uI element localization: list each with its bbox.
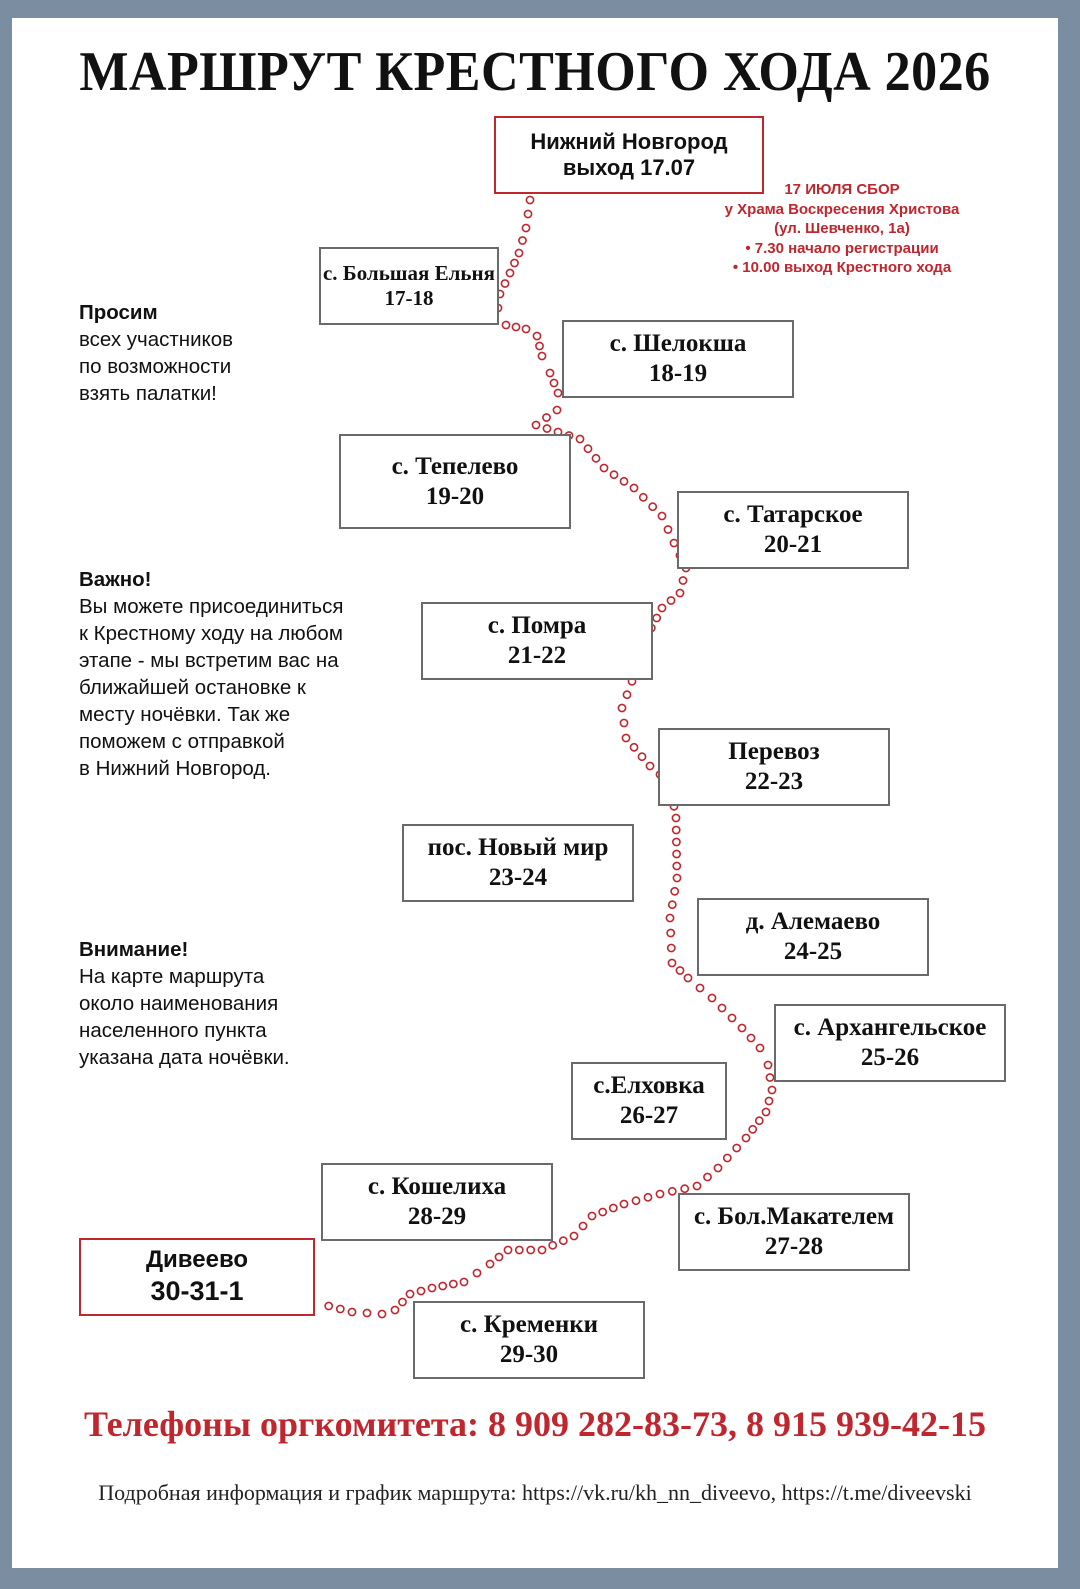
route-dot: [538, 352, 545, 359]
route-dot: [658, 512, 665, 519]
route-dot: [684, 974, 691, 981]
stop-bol-makatelem: [678, 1193, 910, 1271]
route-dot: [512, 323, 519, 330]
stop-dates: 27-28: [764, 1233, 824, 1260]
route-dot: [649, 503, 656, 510]
route-dot: [762, 1108, 769, 1115]
note-important: [79, 566, 343, 782]
route-dot: [511, 259, 518, 266]
route-dot: [450, 1280, 457, 1287]
route-dot: [681, 1185, 688, 1192]
stop-pomra: [421, 602, 653, 680]
route-dot: [620, 719, 627, 726]
route-dot: [630, 484, 637, 491]
route-dot: [406, 1290, 413, 1297]
route-dot: [610, 1204, 617, 1211]
note-heading: Внимание!: [79, 938, 189, 961]
route-dot: [620, 1200, 627, 1207]
route-dot: [543, 414, 550, 421]
note-line: в Нижний Новгород.: [79, 757, 272, 780]
stop-arkhangelskoe: [774, 1004, 1006, 1082]
route-dot: [653, 614, 660, 621]
route-dot: [579, 1222, 586, 1229]
note-line: населенного пункта: [79, 1019, 267, 1042]
route-dot: [704, 1173, 711, 1180]
route-dot: [399, 1298, 406, 1305]
route-dot: [610, 471, 617, 478]
route-dot: [667, 597, 674, 604]
start-info-line: (ул. Шевченко, 1а): [774, 220, 910, 237]
route-dot: [728, 1014, 735, 1021]
route-dot: [714, 1164, 721, 1171]
route-dot: [620, 478, 627, 485]
stop-alemaevo: [697, 898, 929, 976]
route-dot: [671, 888, 678, 895]
route-dot: [676, 589, 683, 596]
route-dot: [417, 1287, 424, 1294]
route-dot: [524, 210, 531, 217]
route-dot: [765, 1097, 772, 1104]
start-info-line: • 10.00 выход Крестного хода: [732, 259, 952, 276]
route-dot: [532, 421, 539, 428]
route-dot: [495, 1253, 502, 1260]
stop-dates: 22-23: [744, 768, 804, 795]
stop-perevoz: [658, 728, 890, 806]
note-line: взять палатки!: [79, 382, 217, 405]
route-dot: [486, 1260, 493, 1267]
route-dot: [553, 406, 560, 413]
note-line: ближайшей остановке к: [79, 676, 306, 699]
route-dot: [348, 1308, 355, 1315]
stop-dates: 30-31-1: [150, 1276, 244, 1307]
stop-elkhovka: [571, 1062, 727, 1140]
stop-name: д. Алемаево: [745, 908, 881, 935]
route-dot: [666, 914, 673, 921]
route-dot: [337, 1305, 344, 1312]
route-dot: [632, 1197, 639, 1204]
route-dot: [549, 1242, 556, 1249]
route-dot: [658, 604, 665, 611]
footer-links: Подробная информация и график маршрута: https://vk.ru/kh_nn_diveevo, https://t.me/diveevski: [98, 1480, 972, 1505]
route-dot: [669, 901, 676, 908]
route-dot: [696, 984, 703, 991]
route-dot: [515, 249, 522, 256]
route-dot: [550, 379, 557, 386]
route-dot: [391, 1306, 398, 1313]
route-dot: [742, 1134, 749, 1141]
route-dot: [664, 526, 671, 533]
route-dot: [693, 1182, 700, 1189]
stop-dates: 24-25: [783, 938, 843, 965]
page-title: МАРШРУТ КРЕСТНОГО ХОДА 2026: [79, 41, 991, 103]
route-dot: [502, 321, 509, 328]
route-dot: [546, 369, 553, 376]
route-dot: [673, 850, 680, 857]
route-dot: [676, 967, 683, 974]
route-dot: [672, 814, 679, 821]
route-dot: [766, 1074, 773, 1081]
route-dot: [378, 1310, 385, 1317]
stop-sheloksha: [562, 320, 794, 398]
stop-dates: 29-30: [499, 1341, 559, 1368]
note-line: по возможности: [79, 355, 232, 378]
stop-dates: 17-18: [384, 286, 434, 310]
start-info-line: • 7.30 начало регистрации: [745, 239, 939, 257]
stop-name: Дивеево: [145, 1246, 249, 1274]
route-dot: [504, 1246, 511, 1253]
stop-name: с. Архангельское: [793, 1014, 987, 1041]
stop-name: с. Кременки: [459, 1311, 599, 1338]
route-dot: [638, 753, 645, 760]
route-dot: [533, 332, 540, 339]
route-dot: [325, 1302, 332, 1309]
route-dot: [733, 1144, 740, 1151]
stop-name: Перевоз: [728, 738, 820, 765]
stop-name: с. Большая Ельня: [322, 260, 495, 285]
route-dot: [554, 389, 561, 396]
stop-name: с. Шелокша: [609, 330, 747, 357]
stop-name: с. Бол.Макателем: [693, 1203, 895, 1230]
stop-dates: 20-21: [763, 531, 823, 558]
route-dot: [656, 1190, 663, 1197]
route-dot: [439, 1282, 446, 1289]
route-dot: [600, 464, 607, 471]
stop-dates: выход 17.07: [562, 155, 696, 180]
route-dot: [764, 1061, 771, 1068]
note-attention: [79, 936, 290, 1071]
route-dot: [630, 744, 637, 751]
stop-tepelevo: [339, 434, 571, 529]
stop-bolshaya-elnya: [319, 247, 499, 325]
start-info: [692, 180, 992, 278]
route-dot: [673, 874, 680, 881]
note-line: месту ночёвки. Так же: [79, 703, 291, 726]
stop-dates: 26-27: [619, 1102, 679, 1129]
route-dot: [363, 1309, 370, 1316]
route-dot: [724, 1154, 731, 1161]
route-dot: [618, 704, 625, 711]
route-dot: [592, 455, 599, 462]
stop-koshelikha: [321, 1163, 553, 1241]
route-dot: [667, 929, 674, 936]
note-line: На карте маршрута: [79, 965, 265, 988]
stop-name: пос. Новый мир: [427, 834, 609, 861]
route-dot: [623, 691, 630, 698]
organizing-committee-phones: Телефоны оргкомитета: 8 909 282-83-73, 8 915 939-42-15: [84, 1404, 986, 1444]
stop-name: Нижний Новгород: [530, 128, 728, 154]
note-heading: Просим: [79, 301, 158, 324]
route-dot: [644, 1194, 651, 1201]
note-line: этапе - мы встретим вас на: [79, 649, 339, 672]
stop-tatarskoe: [677, 491, 909, 569]
route-dot: [588, 1212, 595, 1219]
route-dot: [738, 1024, 745, 1031]
stop-name: с. Помра: [487, 612, 587, 639]
route-dot: [679, 577, 686, 584]
stop-dates: 19-20: [425, 482, 485, 510]
note-line: Вы можете присоединиться: [79, 595, 344, 618]
route-dot: [584, 445, 591, 452]
note-line: к Крестному ходу на любом: [79, 622, 343, 645]
route-dot: [506, 269, 513, 276]
route-dot: [570, 1232, 577, 1239]
route-dot: [747, 1034, 754, 1041]
note-tents: [79, 299, 233, 407]
route-dot: [756, 1044, 763, 1051]
start-info-line: 17 ИЮЛЯ СБОР: [784, 181, 900, 198]
stop-name: с. Кошелиха: [367, 1173, 507, 1200]
stop-dates: 28-29: [407, 1203, 467, 1230]
route-dot: [622, 734, 629, 741]
note-heading: Важно!: [79, 568, 152, 591]
route-dot: [560, 1237, 567, 1244]
route-dot: [718, 1004, 725, 1011]
route-dot: [428, 1284, 435, 1291]
route-dot: [756, 1117, 763, 1124]
route-dot: [527, 1246, 534, 1253]
stop-novy-mir: [402, 824, 634, 902]
route-dot: [599, 1208, 606, 1215]
route-dot: [516, 1246, 523, 1253]
route-dot: [640, 494, 647, 501]
route-dot: [668, 959, 675, 966]
stop-name: с. Татарское: [723, 501, 863, 528]
route-dot: [749, 1126, 756, 1133]
route-dot: [538, 1246, 545, 1253]
stop-dates: 18-19: [648, 360, 708, 387]
route-dot: [536, 342, 543, 349]
stop-name: с. Тепелево: [391, 452, 519, 480]
route-dot: [673, 862, 680, 869]
route-dot: [576, 435, 583, 442]
stop-name: с.Елховка: [593, 1072, 705, 1099]
route-dot: [522, 325, 529, 332]
note-line: всех участников: [79, 328, 234, 351]
note-line: указана дата ночёвки.: [79, 1046, 290, 1069]
route-dot: [673, 826, 680, 833]
poster: [12, 18, 1058, 1568]
route-dot: [673, 838, 680, 845]
route-dot: [526, 196, 533, 203]
route-dot: [646, 762, 653, 769]
route-dot: [501, 280, 508, 287]
route-dot: [668, 944, 675, 951]
stop-dates: 23-24: [488, 864, 548, 891]
stop-dates: 21-22: [507, 642, 567, 669]
route-dot: [669, 1188, 676, 1195]
route-dot: [519, 237, 526, 244]
start-info-line: у Храма Воскресения Христова: [724, 200, 960, 218]
stop-diveevo: [79, 1238, 315, 1316]
route-dot: [473, 1269, 480, 1276]
route-dot: [522, 224, 529, 231]
note-line: около наименования: [79, 992, 279, 1015]
route-dot: [543, 425, 550, 432]
stop-dates: 25-26: [860, 1044, 920, 1071]
stop-kremenki: [413, 1301, 645, 1379]
route-dot: [460, 1278, 467, 1285]
route-dot: [768, 1086, 775, 1093]
route-dot: [708, 994, 715, 1001]
note-line: поможем с отправкой: [79, 730, 285, 753]
